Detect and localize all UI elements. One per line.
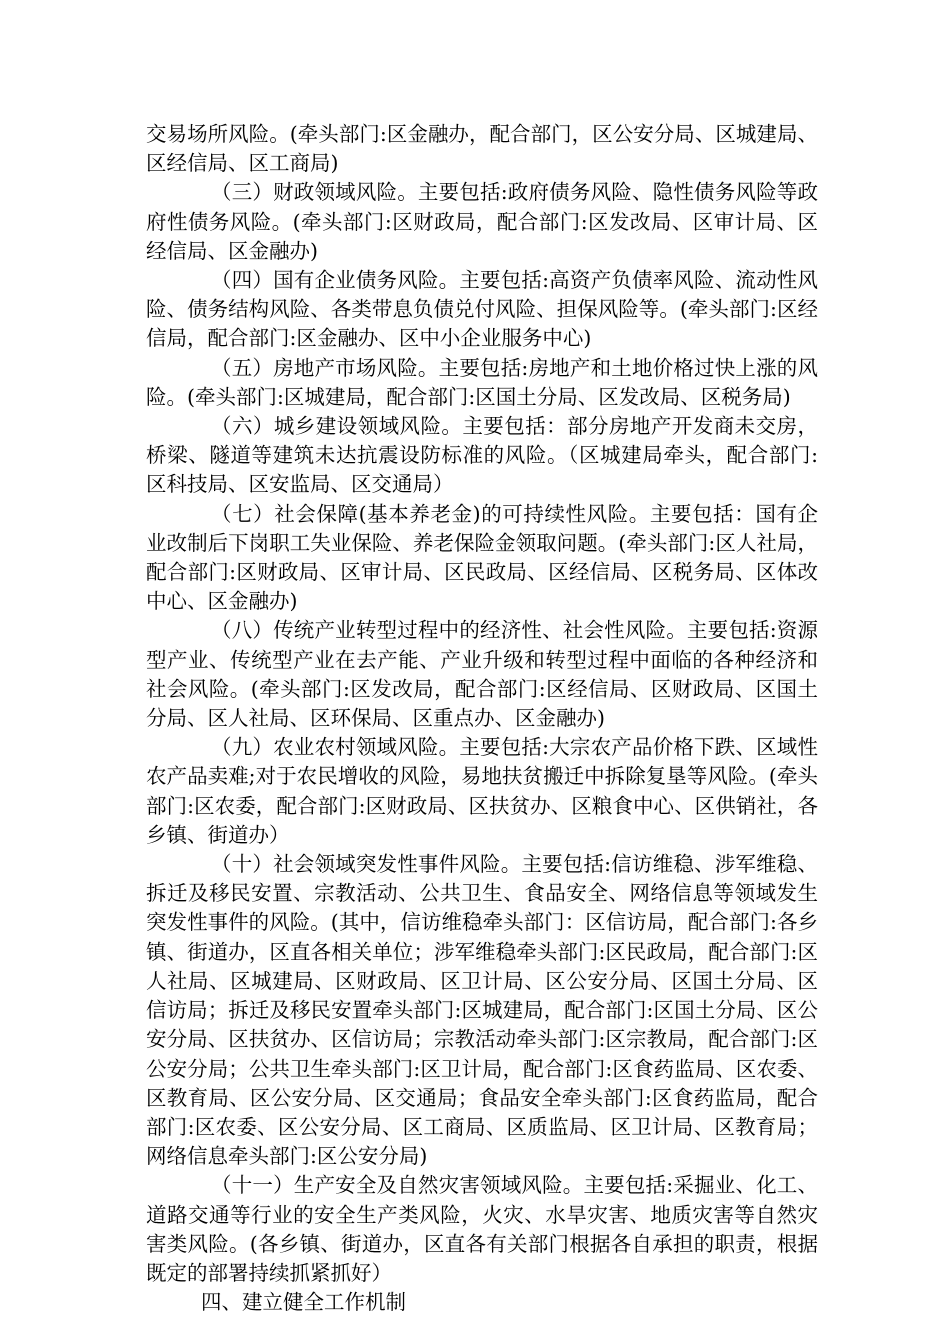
paragraph-soe-debt-risk: （四）国有企业债务风险。主要包括:高资产负债率风险、流动性风险、债务结构风险、各类带息负债兑付风险、担保风险等。(牵头部门:区经信局，配合部门:区金融办、区中小企业服务中心) (146, 268, 818, 351)
paragraph-exchange-risk: 交易场所风险。(牵头部门:区金融办，配合部门，区公安分局、区城建局、区经信局、区工商局) (146, 122, 818, 176)
paragraph-social-security-risk: （七）社会保障(基本养老金)的可持续性风险。主要包括：国有企业改制后下岗职工失业保险、养老保险金领取问题。(牵头部门:区人社局，配合部门:区财政局、区审计局、区民政局、区经信局、区税务局、区体改中心、区金融办) (146, 501, 818, 614)
paragraph-industry-transition-risk: （八）传统产业转型过程中的经济性、社会性风险。主要包括:资源型产业、传统型产业在去产能、产业升级和转型过程中面临的各种经济和社会风险。(牵头部门:区发改局，配合部门:区经信局、区财政局、区国土分局、区人社局、区环保局、区重点办、区金融办) (146, 618, 818, 731)
paragraph-agriculture-risk: （九）农业农村领域风险。主要包括:大宗农产品价格下跌、区域性农产品卖难;对于农民增收的风险，易地扶贫搬迁中拆除复垦等风险。(牵头部门:区农委，配合部门:区财政局、区扶贫办、区粮食中心、区供销社，各乡镇、街道办） (146, 735, 818, 847)
document-page (146, 120, 818, 1317)
section-heading: 四、建立健全工作机制 (201, 1290, 406, 1315)
paragraph-fiscal-risk: （三）财政领域风险。主要包括:政府债务风险、隐性债务风险等政府性债务风险。(牵头部门:区财政局，配合部门:区发改局、区审计局、区经信局、区金融办) (146, 180, 818, 263)
paragraph-social-emergency-risk: （十）社会领域突发性事件风险。主要包括:信访维稳、涉军维稳、拆迁及移民安置、宗教活动、公共卫生、食品安全、网络信息等领域发生突发性事件的风险。(其中，信访维稳牵头部门：区信访局，配合部门:各乡镇、街道办，区直各相关单位；涉军维稳牵头部门:区民政局，配合部门:区人社局、区城建局、区财政局、区卫计局、区公安分局、区国土分局、区信访局；拆迁及移民安置牵头部门:区城建局，配合部门:区国土分局、区公安分局、区扶贫办、区信访局；宗教活动牵头部门:区宗教局，配合部门:区公安分局；公共卫生牵头部门:区卫计局，配合部门:区食药监局、区农委、区教育局、区公安分局、区交通局；食品安全牵头部门:区食药监局，配合部门:区农委、区公安分局、区工商局、区质监局、区卫计局、区教育局；网络信息牵头部门:区公安分局) (146, 852, 818, 1169)
paragraph-production-safety-risk: （十一）生产安全及自然灾害领域风险。主要包括:采掘业、化工、道路交通等行业的安全生产类风险，火灾、水旱灾害、地质灾害等自然灾害类风险。(各乡镇、街道办，区直各有关部门根据各自承担的职责，根据既定的部署持续抓紧抓好） (146, 1173, 818, 1285)
paragraph-urban-construction-risk: （六）城乡建设领域风险。主要包括：部分房地产开发商未交房，桥梁、隧道等建筑未达抗震设防标准的风险。（区城建局牵头，配合部门:区科技局、区安监局、区交通局） (146, 414, 818, 497)
paragraph-real-estate-risk: （五）房地产市场风险。主要包括:房地产和土地价格过快上涨的风险。(牵头部门:区城建局，配合部门:区国土分局、区发改局、区税务局) (146, 355, 818, 409)
